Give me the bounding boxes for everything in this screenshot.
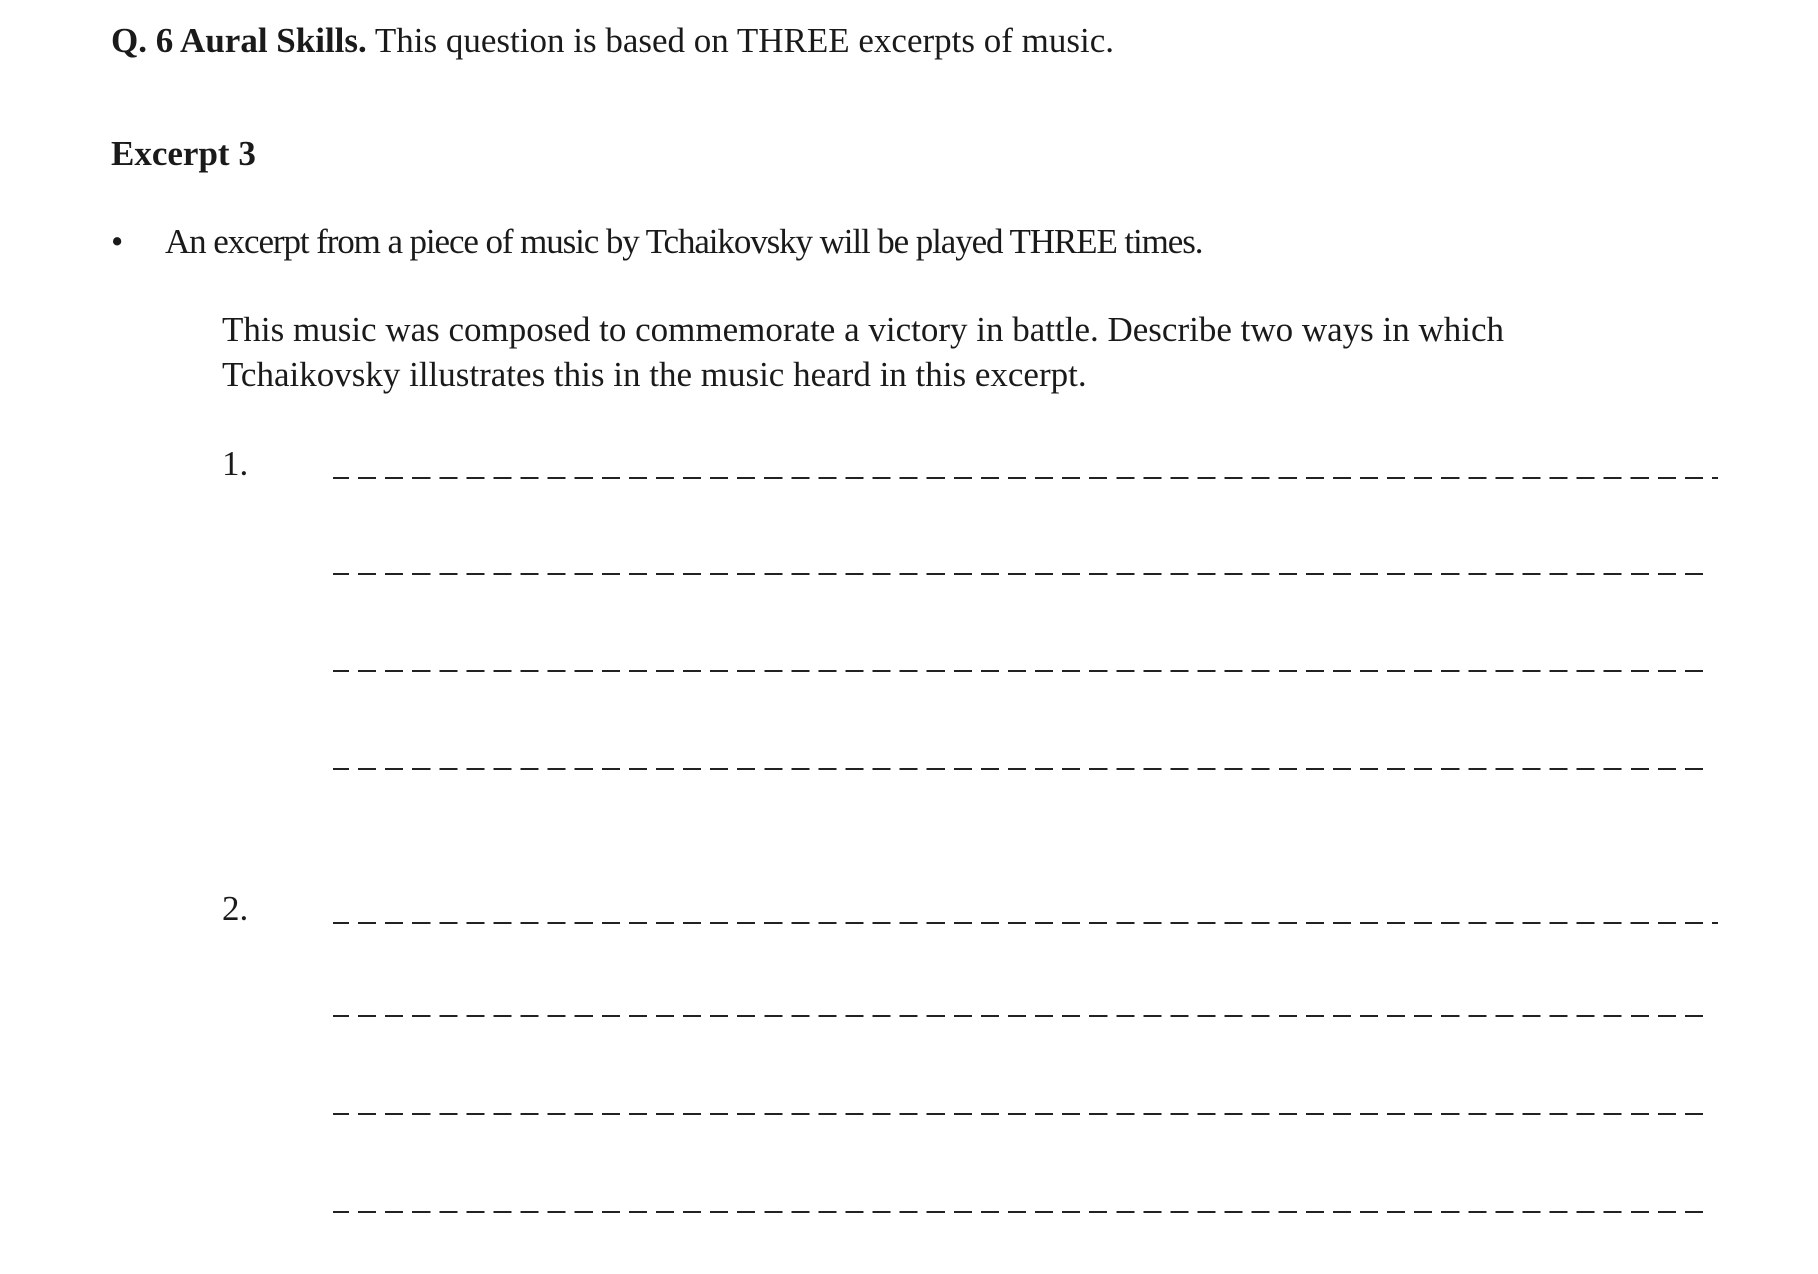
prompt-line: Tchaikovsky illustrates this in the music heard in this excerpt. <box>222 355 1087 394</box>
answer-1-line-4[interactable] <box>333 768 1708 770</box>
excerpt-title: Excerpt 3 <box>111 134 256 173</box>
bullet-icon: • <box>111 222 124 261</box>
question-header <box>111 18 1114 64</box>
question-label: Q. 6 Aural Skills. <box>111 21 367 60</box>
answer-2-line-3[interactable] <box>333 1113 1708 1115</box>
answer-2-line-2[interactable] <box>333 1015 1708 1017</box>
question-prompt <box>222 307 1682 397</box>
question-intro: This question is based on THREE excerpts of music. <box>366 21 1115 60</box>
answer-number-1: 1. <box>222 444 249 483</box>
answer-1-line-3[interactable] <box>333 670 1708 672</box>
answer-1-line-2[interactable] <box>333 573 1708 575</box>
answer-1-line-1[interactable] <box>333 477 1718 479</box>
instruction-text: An excerpt from a piece of music by Tchaikovsky will be played THREE times. <box>165 222 1203 261</box>
prompt-line: This music was composed to commemorate a victory in battle. Describe two ways in which <box>222 310 1505 349</box>
answer-number-2: 2. <box>222 889 249 928</box>
answer-2-line-1[interactable] <box>333 922 1718 924</box>
answer-2-line-4[interactable] <box>333 1211 1710 1213</box>
instruction-bullet-item <box>111 219 1202 265</box>
